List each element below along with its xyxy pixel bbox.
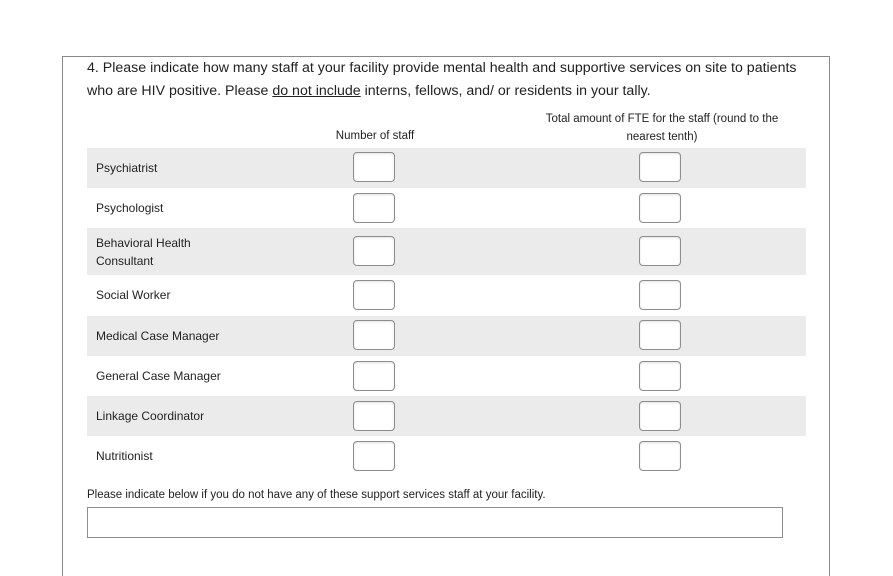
row-label-psychologist: Psychologist bbox=[96, 201, 164, 215]
linkage-coordinator-fte-input[interactable] bbox=[639, 401, 681, 431]
medical-case-manager-staff-input[interactable] bbox=[353, 320, 395, 350]
psychiatrist-staff-input[interactable] bbox=[353, 152, 395, 182]
psychologist-fte-input[interactable] bbox=[639, 193, 681, 223]
table-row-psychologist bbox=[87, 188, 806, 228]
no-staff-note-input[interactable] bbox=[87, 507, 783, 538]
social-worker-fte-input[interactable] bbox=[639, 280, 681, 310]
table-row-linkage-coordinator bbox=[87, 396, 806, 436]
row-label-general-case-manager: General Case Manager bbox=[96, 369, 221, 383]
nutritionist-fte-input[interactable] bbox=[639, 441, 681, 471]
behavioral-health-consultant-staff-input[interactable] bbox=[353, 236, 395, 266]
psychologist-staff-input[interactable] bbox=[353, 193, 395, 223]
row-label-behavioral-health-consultant: Behavioral Health Consultant bbox=[96, 236, 191, 268]
no-staff-note-label: Please indicate below if you do not have any of these support services staff at your facility. bbox=[87, 489, 546, 501]
table-row-nutritionist bbox=[87, 436, 806, 476]
nutritionist-staff-input[interactable] bbox=[353, 441, 395, 471]
table-row-behavioral-health-consultant bbox=[87, 228, 806, 275]
column-header-fte: Total amount of FTE for the staff (round to the nearest tenth) bbox=[545, 113, 779, 143]
table-row-general-case-manager bbox=[87, 356, 806, 396]
question-text-before: 4. Please indicate how many staff at your facility provide mental health and supportive services on site to patients who are HIV positive. Please bbox=[87, 60, 797, 99]
linkage-coordinator-staff-input[interactable] bbox=[353, 401, 395, 431]
table-row-medical-case-manager bbox=[87, 316, 806, 356]
row-label-social-worker: Social Worker bbox=[96, 288, 171, 302]
question-text-after: interns, fellows, and/ or residents in your tally. bbox=[360, 82, 651, 99]
row-label-psychiatrist: Psychiatrist bbox=[96, 161, 158, 175]
row-label-linkage-coordinator: Linkage Coordinator bbox=[96, 409, 205, 423]
medical-case-manager-fte-input[interactable] bbox=[639, 320, 681, 350]
social-worker-staff-input[interactable] bbox=[353, 280, 395, 310]
row-label-medical-case-manager: Medical Case Manager bbox=[96, 329, 220, 343]
row-label-nutritionist: Nutritionist bbox=[96, 449, 153, 463]
table-row-social-worker bbox=[87, 275, 806, 316]
general-case-manager-staff-input[interactable] bbox=[353, 361, 395, 391]
behavioral-health-consultant-fte-input[interactable] bbox=[639, 236, 681, 266]
column-header-number-of-staff: Number of staff bbox=[335, 130, 415, 142]
table-row-psychiatrist bbox=[87, 148, 806, 188]
general-case-manager-fte-input[interactable] bbox=[639, 361, 681, 391]
question-text-underlined: do not include bbox=[272, 82, 361, 99]
question-text bbox=[87, 57, 807, 102]
psychiatrist-fte-input[interactable] bbox=[639, 152, 681, 182]
